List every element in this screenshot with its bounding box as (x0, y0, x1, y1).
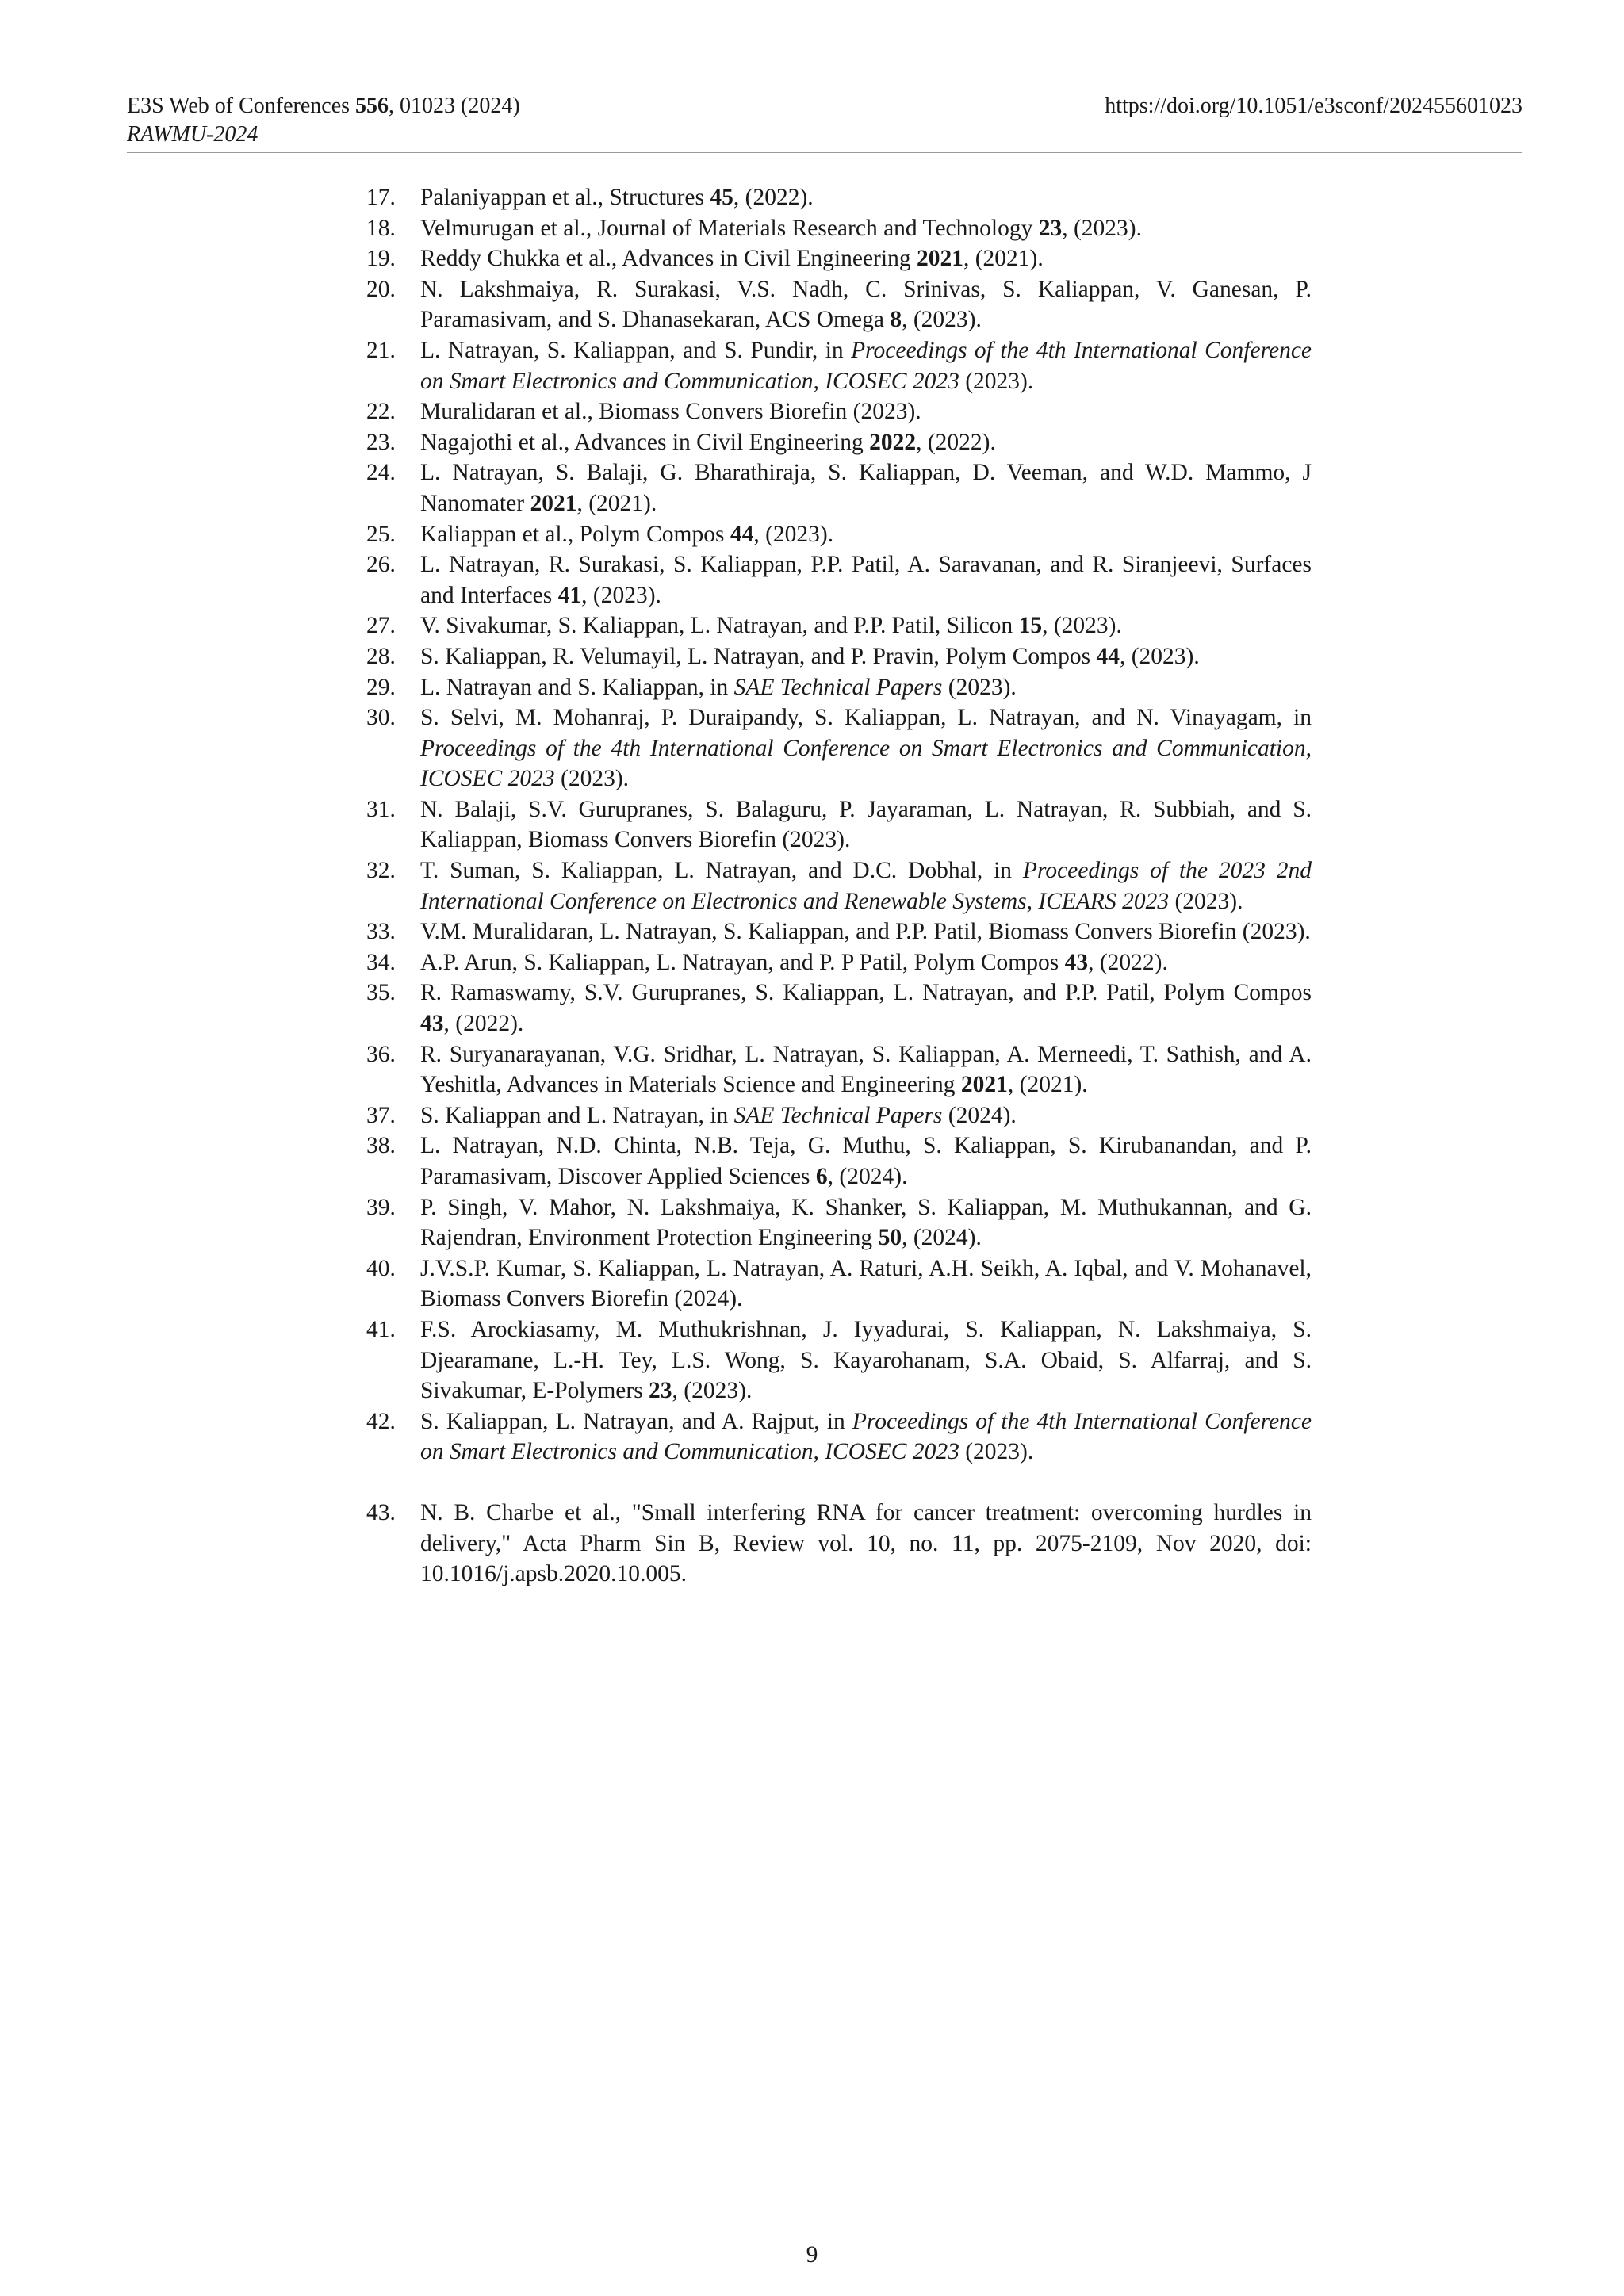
reference-proceedings-title: Proceedings of the 4th International Conference on Smart Electronics and Communication, ICOSEC 2023 (420, 735, 1312, 792)
reference-number: 19. (366, 246, 396, 272)
reference-text: (2023). (959, 368, 1034, 394)
reference-volume: 23 (1038, 215, 1063, 241)
reference-volume: 8 (890, 307, 902, 333)
reference-volume: 43 (1064, 949, 1089, 975)
reference-proceedings-title: SAE Technical Papers (733, 674, 943, 700)
reference-text: , (2023). (672, 1378, 753, 1404)
journal-citation (127, 92, 520, 149)
reference-number: 42. (366, 1408, 396, 1434)
reference-text: S. Kaliappan, R. Velumayil, L. Natrayan, and P. Pravin, Polym Compos (420, 643, 1097, 669)
reference-item (366, 1498, 1312, 1590)
reference-text: N. Balaji, S.V. Gurupranes, S. Balaguru, P. Jayaraman, L. Natrayan, R. Subbiah, and S. Kaliappan, Biomass Convers Biorefin (2023). (420, 796, 1312, 853)
reference-item (366, 396, 1312, 427)
reference-text: , (2022). (733, 185, 814, 210)
reference-number: 21. (366, 337, 396, 363)
reference-text: Reddy Chukka et al., Advances in Civil Engineering (420, 246, 917, 272)
reference-volume: 2021 (916, 246, 963, 272)
reference-item (366, 1192, 1312, 1253)
reference-text: (2023). (554, 766, 630, 792)
reference-number: 43. (366, 1499, 396, 1525)
reference-volume: 43 (420, 1011, 444, 1037)
reference-number: 37. (366, 1102, 396, 1128)
reference-item (366, 794, 1312, 855)
reference-text: (2023). (1169, 888, 1243, 914)
reference-item (366, 1314, 1312, 1406)
reference-item (366, 1039, 1312, 1100)
reference-text: (2023). (942, 674, 1017, 700)
reference-volume: 50 (878, 1225, 902, 1251)
reference-proceedings-title: Proceedings of the 2023 2nd International Conference on Electronics and Renewable Systems, ICEARS 2023 (420, 858, 1312, 914)
reference-text: V.M. Muralidaran, L. Natrayan, S. Kaliappan, and P.P. Patil, Biomass Convers Biorefin (2023). (420, 919, 1311, 945)
reference-number: 17. (366, 185, 396, 210)
reference-volume: 45 (710, 185, 733, 210)
reference-item (366, 1253, 1312, 1314)
reference-volume: 44 (1096, 643, 1120, 669)
reference-item (366, 457, 1312, 519)
reference-number: 29. (366, 674, 396, 700)
reference-text: , (2023). (1119, 643, 1200, 669)
reference-item (366, 610, 1312, 641)
reference-volume: 44 (730, 521, 754, 547)
reference-item (366, 274, 1312, 335)
reference-text: L. Natrayan, N.D. Chinta, N.B. Teja, G. Muthu, S. Kaliappan, S. Kirubanandan, and P. Paramasivam, Discover Applied Sciences (420, 1133, 1312, 1189)
reference-item (366, 427, 1312, 458)
reference-text: J.V.S.P. Kumar, S. Kaliappan, L. Natrayan, A. Raturi, A.H. Seikh, A. Iqbal, and V. Mohanavel, Biomass Convers Biorefin (2024). (420, 1255, 1312, 1312)
reference-text: S. Kaliappan and L. Natrayan, in (420, 1102, 734, 1128)
reference-number: 23. (366, 429, 396, 455)
reference-text: N. Lakshmaiya, R. Surakasi, V.S. Nadh, C. Srinivas, S. Kaliappan, V. Ganesan, P. Paramasivam, and S. Dhanasekaran, ACS Omega (420, 276, 1312, 333)
header-divider (127, 152, 1522, 153)
reference-number: 28. (366, 643, 396, 669)
reference-number: 26. (366, 552, 396, 578)
page-number: 9 (806, 2242, 818, 2267)
reference-number: 25. (366, 521, 396, 547)
reference-number: 35. (366, 980, 396, 1006)
reference-volume: 2021 (530, 490, 577, 516)
reference-text: Nagajothi et al., Advances in Civil Engineering (420, 429, 870, 455)
reference-proceedings-title: Proceedings of the 4th International Conference on Smart Electronics and Communication, ICOSEC 2023 (420, 337, 1312, 394)
journal-volume: 556 (355, 94, 389, 118)
reference-item (366, 1100, 1312, 1131)
reference-text: R. Ramaswamy, S.V. Gurupranes, S. Kaliappan, L. Natrayan, and P.P. Patil, Polym Compos (420, 980, 1312, 1006)
reference-text: L. Natrayan, S. Balaji, G. Bharathiraja, S. Kaliappan, D. Veeman, and W.D. Mammo, J Nanomater (420, 460, 1312, 516)
reference-text: P. Singh, V. Mahor, N. Lakshmaiya, K. Shanker, S. Kaliappan, M. Muthukannan, and G. Rajendran, Environment Protection Engineering (420, 1194, 1312, 1251)
reference-number: 34. (366, 949, 396, 975)
reference-item (366, 855, 1312, 916)
reference-volume: 23 (649, 1378, 672, 1404)
reference-number: 39. (366, 1194, 396, 1220)
reference-number: 32. (366, 858, 396, 884)
journal-line (127, 92, 520, 121)
reference-number: 20. (366, 276, 396, 302)
reference-number: 36. (366, 1041, 396, 1067)
reference-text: , (2024). (902, 1225, 982, 1251)
article-number: , 01023 (2024) (389, 94, 520, 118)
doi-link[interactable]: https://doi.org/10.1051/e3sconf/202455601023 (1105, 94, 1522, 118)
reference-text: , (2021). (963, 246, 1044, 272)
reference-text: , (2023). (1042, 613, 1122, 639)
reference-number: 22. (366, 399, 396, 425)
reference-item (366, 702, 1312, 794)
reference-number: 38. (366, 1133, 396, 1159)
reference-text: (2023). (959, 1439, 1034, 1465)
reference-number: 27. (366, 613, 396, 639)
reference-text: , (2023). (753, 521, 834, 547)
reference-proceedings-title: SAE Technical Papers (733, 1102, 943, 1128)
reference-item (366, 335, 1312, 396)
reference-text: S. Kaliappan, L. Natrayan, and A. Rajput, in (420, 1408, 852, 1434)
reference-number: 41. (366, 1316, 396, 1342)
reference-number: 40. (366, 1255, 396, 1281)
reference-text: V. Sivakumar, S. Kaliappan, L. Natrayan, and P.P. Patil, Silicon (420, 613, 1019, 639)
reference-volume: 15 (1018, 613, 1043, 639)
reference-number: 33. (366, 919, 396, 945)
journal-name: E3S Web of Conferences (127, 94, 356, 118)
reference-text: , (2023). (902, 307, 982, 333)
reference-list (366, 182, 1312, 1590)
reference-text: , (2022). (443, 1011, 524, 1037)
reference-text: , (2023). (1062, 215, 1143, 241)
reference-item (366, 243, 1312, 274)
conference-name: RAWMU-2024 (127, 122, 259, 147)
reference-item (366, 947, 1312, 978)
reference-number: 18. (366, 215, 396, 241)
reference-number: 24. (366, 460, 396, 486)
reference-volume: 2021 (960, 1072, 1008, 1098)
reference-text: S. Selvi, M. Mohanraj, P. Duraipandy, S. Kaliappan, L. Natrayan, and N. Vinayagam, in (420, 705, 1312, 731)
reference-item (366, 182, 1312, 213)
reference-text: , (2023). (581, 582, 661, 608)
reference-text: Muralidaran et al., Biomass Convers Biorefin (2023). (420, 399, 921, 425)
reference-text: , (2022). (1088, 949, 1168, 975)
reference-number: 30. (366, 705, 396, 731)
reference-proceedings-title: Proceedings of the 4th International Conference on Smart Electronics and Communication, ICOSEC 2023 (420, 1408, 1312, 1465)
reference-number: 31. (366, 796, 396, 822)
reference-item (366, 916, 1312, 947)
reference-item (366, 672, 1312, 703)
reference-item (366, 519, 1312, 550)
reference-item (366, 978, 1312, 1039)
reference-text: Palaniyappan et al., Structures (420, 185, 710, 210)
reference-text: , (2024). (827, 1164, 908, 1189)
reference-volume: 41 (557, 582, 582, 608)
reference-volume: 2022 (869, 429, 917, 455)
reference-text: , (2022). (916, 429, 996, 455)
reference-text: Velmurugan et al., Journal of Materials Research and Technology (420, 215, 1039, 241)
reference-item (366, 1131, 1312, 1192)
reference-text: Kaliappan et al., Polym Compos (420, 521, 730, 547)
reference-text: , (2021). (576, 490, 657, 516)
reference-text: L. Natrayan, R. Surakasi, S. Kaliappan, P.P. Patil, A. Saravanan, and R. Siranjeevi, Surfaces and Interfaces (420, 552, 1312, 608)
reference-volume: 6 (815, 1164, 828, 1189)
reference-text: A.P. Arun, S. Kaliappan, L. Natrayan, and P. P Patil, Polym Compos (420, 949, 1065, 975)
reference-item (366, 1406, 1312, 1468)
reference-text: , (2021). (1007, 1072, 1088, 1098)
reference-text: L. Natrayan, S. Kaliappan, and S. Pundir, in (420, 337, 852, 363)
reference-text: F.S. Arockiasamy, M. Muthukrishnan, J. Iyyadurai, S. Kaliappan, N. Lakshmaiya, S. Djearamane, L.-H. Tey, L.S. Wong, S. Kayarohanam, S.A. Obaid, S. Alfarraj, and S. Sivakumar, E-Polymers (420, 1316, 1312, 1404)
reference-text: T. Suman, S. Kaliappan, L. Natrayan, and D.C. Dobhal, in (420, 858, 1023, 884)
reference-item (366, 213, 1312, 244)
reference-item (366, 641, 1312, 672)
reference-text: R. Suryanarayanan, V.G. Sridhar, L. Natrayan, S. Kaliappan, A. Merneedi, T. Sathish, and A. Yeshitla, Advances in Materials Science and Engineering (420, 1041, 1312, 1098)
reference-item (366, 549, 1312, 610)
reference-text: L. Natrayan and S. Kaliappan, in (420, 674, 734, 700)
reference-text: N. B. Charbe et al., "Small interfering RNA for cancer treatment: overcoming hurdles in delivery," Acta Pharm Sin B, Review vol. 10, no. 11, pp. 2075-2109, Nov 2020, doi: 10.1016/j.apsb.2020.10.005. (420, 1499, 1312, 1587)
reference-text: (2024). (942, 1102, 1017, 1128)
